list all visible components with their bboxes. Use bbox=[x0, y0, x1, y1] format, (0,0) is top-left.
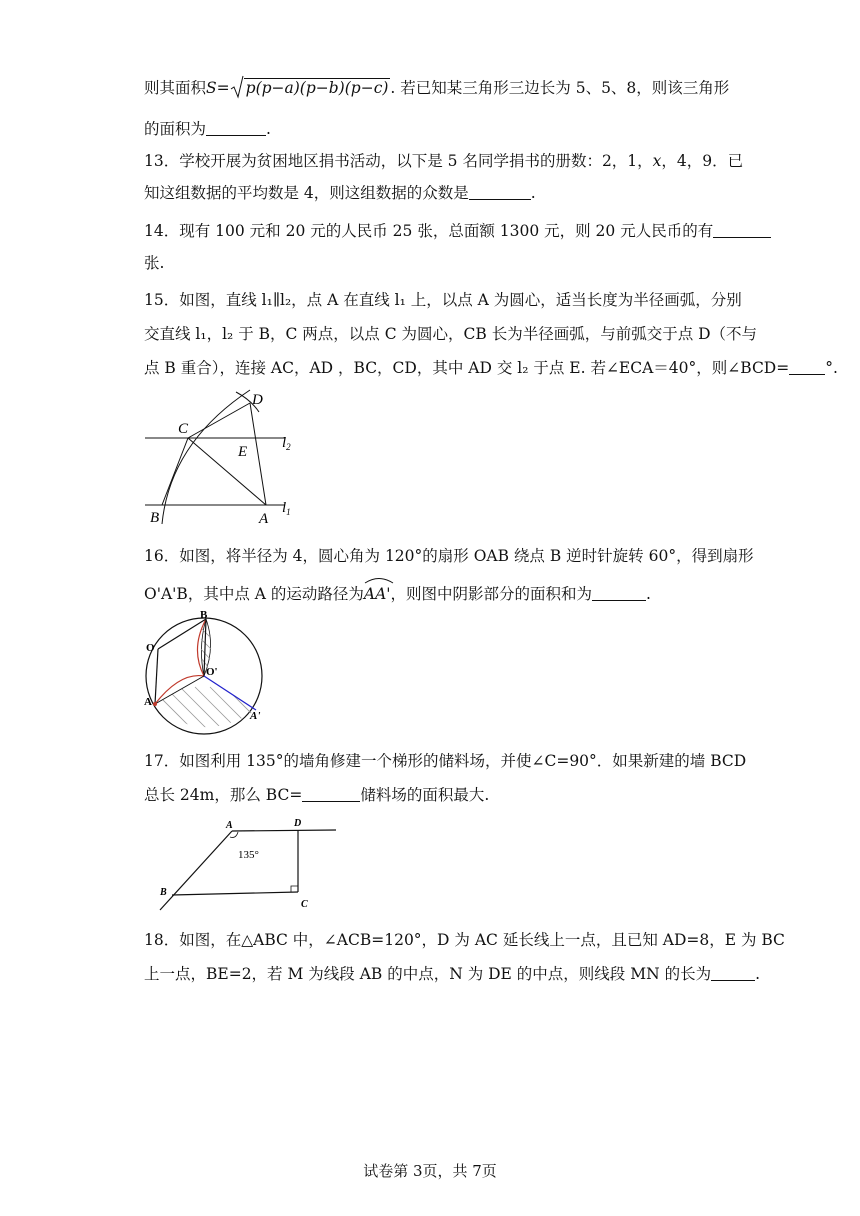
label-c: C bbox=[301, 899, 308, 910]
formula-eq: = bbox=[216, 79, 230, 97]
q15-degree: °. bbox=[825, 359, 838, 377]
q17-figure bbox=[150, 815, 350, 915]
wall-ab bbox=[160, 831, 232, 910]
label-a-prime: A' bbox=[250, 710, 261, 722]
label-b: B bbox=[160, 887, 167, 898]
label-d: D bbox=[294, 818, 302, 829]
q16-line2-post: ，则图中阴影部分的面积和为 bbox=[390, 585, 593, 603]
q13-line2-text: 知这组数据的平均数是 4，则这组数据的众数是 bbox=[144, 184, 469, 202]
segment-ob bbox=[158, 619, 206, 649]
q15-line3-text: 点 B 重合），连接 AC，AD ，BC，CD，其中 AD 交 l₂ 于点 E. 若∠ECA＝40°，则∠BCD= bbox=[144, 359, 790, 377]
q13-line2 bbox=[144, 183, 536, 203]
label-l2: $l_2$ bbox=[282, 435, 291, 452]
segment-ad bbox=[250, 403, 266, 505]
segment-o-prime-a-prime bbox=[204, 676, 256, 710]
label-e: E bbox=[238, 444, 248, 460]
answer-blank[interactable] bbox=[469, 183, 531, 200]
page-footer: 试卷第 3页，共 7页 bbox=[363, 1162, 497, 1180]
wall-ad bbox=[232, 830, 336, 831]
q16-figure bbox=[140, 607, 280, 737]
label-a: A bbox=[144, 696, 152, 708]
segment-bc bbox=[162, 438, 188, 505]
q13-var: x bbox=[652, 152, 662, 170]
formula-s: S bbox=[206, 79, 217, 97]
q12-line2 bbox=[144, 119, 271, 139]
answer-blank[interactable] bbox=[789, 358, 825, 375]
q15-line3 bbox=[144, 358, 838, 378]
answer-blank[interactable] bbox=[711, 964, 755, 981]
label-angle: 135° bbox=[238, 849, 259, 861]
label-o-prime: O' bbox=[206, 666, 218, 678]
label-l1: $l_1$ bbox=[282, 500, 291, 517]
q18-line2-text: 上一点，BE=2，若 M 为线段 AB 的中点，N 为 DE 的中点，则线段 MN 的长为 bbox=[144, 965, 712, 983]
q17-line2-text: 总长 24m，那么 BC= bbox=[144, 786, 303, 804]
label-o: O bbox=[146, 642, 155, 654]
arc-aa-prime bbox=[364, 580, 391, 604]
label-a: A bbox=[259, 511, 269, 527]
q13-text-end: ，4，9．已 bbox=[661, 152, 744, 170]
q12-text-post: . 若已知某三角形三边长为 5、5、8，则该三角形 bbox=[390, 79, 730, 97]
formula-radicand: p(p−a)(p−b)(p−c) bbox=[245, 79, 389, 97]
segment-bc bbox=[172, 892, 298, 895]
q16-line1: 16．如图，将半径为 4，圆心角为 120°的扇形 OAB 绕点 B 逆时针旋转 60°，得到扇形 bbox=[144, 547, 754, 565]
answer-blank[interactable] bbox=[302, 785, 360, 802]
label-b: B bbox=[200, 609, 208, 621]
sqrt-sign-icon bbox=[230, 75, 244, 99]
label-b: B bbox=[150, 510, 160, 526]
label-a: A bbox=[226, 820, 233, 831]
segment-cd bbox=[188, 403, 250, 438]
q16-line2 bbox=[144, 580, 651, 604]
q18-period: . bbox=[755, 965, 761, 983]
label-d: D bbox=[252, 392, 263, 408]
segment-ac bbox=[188, 438, 266, 505]
answer-blank[interactable] bbox=[206, 119, 266, 136]
q13-line1 bbox=[144, 151, 743, 171]
segment-o-prime-a bbox=[155, 676, 204, 704]
q13-text: 13．学校开展为贫困地区捐书活动，以下是 5 名同学捐书的册数：2，1， bbox=[144, 152, 653, 170]
q12-line1 bbox=[144, 78, 729, 98]
q17-line2-post: 储料场的面积最大. bbox=[360, 786, 490, 804]
arc-label-text: AA' bbox=[363, 585, 391, 603]
q15-figure bbox=[140, 388, 300, 528]
arc-over-icon bbox=[364, 576, 394, 584]
answer-blank[interactable] bbox=[713, 221, 771, 238]
q18-line1: 18．如图，在△ABC 中，∠ACB=120°，D 为 AC 延长线上一点，且已知 AD=8，E 为 BC bbox=[144, 931, 785, 949]
q13-period: . bbox=[530, 184, 536, 202]
q17-line1: 17．如图利用 135°的墙角修建一个梯形的储料场，并使∠C=90°．如果新建的墙 BCD bbox=[144, 752, 747, 770]
heron-sqrt bbox=[230, 78, 391, 98]
q16-period: . bbox=[646, 585, 651, 603]
q16-line2-text: O'A'B，其中点 A 的运动路径为 bbox=[144, 585, 364, 603]
point-a bbox=[153, 702, 157, 706]
q12-period: . bbox=[266, 120, 271, 138]
q18-line2 bbox=[144, 964, 760, 984]
q12-text: 则其面积 bbox=[144, 79, 207, 97]
segment-oa bbox=[155, 649, 158, 704]
q12-line2-text: 的面积为 bbox=[144, 120, 207, 138]
angle-arc bbox=[230, 832, 238, 837]
answer-blank[interactable] bbox=[592, 584, 646, 601]
q14-line2: 张. bbox=[144, 254, 165, 272]
right-angle-mark bbox=[291, 886, 298, 892]
label-c: C bbox=[178, 421, 189, 437]
q15-line1: 15．如图，直线 l₁∥l₂，点 A 在直线 l₁ 上，以点 A 为圆心，适当长度为半径画弧，分别 bbox=[144, 291, 742, 309]
q14-line1 bbox=[144, 221, 771, 241]
q15-line2: 交直线 l₁，l₂ 于 B，C 两点，以点 C 为圆心，CB 长为半径画弧，与前弧交于点 D（不与 bbox=[144, 325, 758, 343]
q17-line2 bbox=[144, 785, 489, 805]
q14-text: 14．现有 100 元和 20 元的人民币 25 张，总面额 1300 元，则 20 元人民币的有 bbox=[144, 222, 714, 240]
